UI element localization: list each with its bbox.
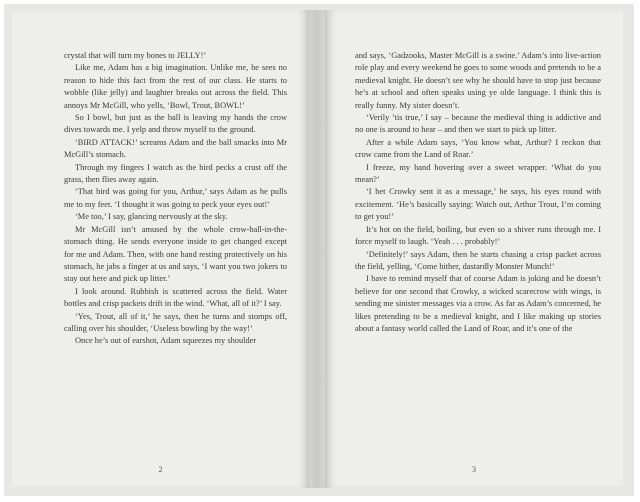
page-number: 3 [472,465,476,474]
paragraph: Mr McGill isn’t amused by the whole crow-ball-in-the-stomach thing. He sends everyone inside to get changed except for me and Adam. Then, with one hand resting protectively on his stomach, he jabs a finger at us and says, ‘I want you two jokers to stay out here and pick up litter.’ [64,224,287,284]
left-page-text [64,50,287,348]
paragraph: ‘BIRD ATTACK!’ screams Adam and the ball smacks into Mr McGill’s stomach. [64,137,287,160]
paragraph: ‘That bird was going for you, Arthur,’ says Adam as he pulls me to my feet. ‘I thought it was going to peck your eyes out!’ [64,187,287,209]
paragraph: ‘Verily ’tis true,’ I say – because the medieval thing is addictive and no one is around to hear – and then we start to pick up litter. [355,113,601,135]
paragraph: I have to remind myself that of course Adam is joking and he doesn’t believe for one second that Crowky, a wicked scarecrow with wings, is sending me sinister messages via a crow. As far as Adam’s concerned, he likes pretending to be a medieval knight, and I like making up stories about a fantasy world called the Land of Roar, and it’s one of the [355,274,601,333]
paragraph: and says, ‘Gadzooks, Master McGill is a swine.’ Adam’s into live-action role play and every weekend he goes to some woods and pretends to be a medieval knight. He doesn’t see why he should have to stop just because he’s at school and often speaks using ye olde language. I think this is really funny. My sister doesn’t. [355,51,601,110]
left-page [12,10,309,488]
paragraph: After a while Adam says, ‘You know what, Arthur? I reckon that crow came from the Land of Roar.’ [355,137,601,160]
page-number: 2 [158,465,163,474]
paragraph: Like me, Adam has a big imagination. Unlike me, he sees no reason to hide this fact from the rest of our class. He starts to wobble (like jelly) and laughter breaks out across the field. This annoys Mr McGill, who yells, ‘Bowl, Trout, BOWL!’ [64,63,287,110]
paragraph: ‘Definitely!’ says Adam, then he starts chasing a crisp packet across the field, yelling, ‘Come hither, dastardly Monster Munch!’ [355,249,601,271]
open-book [4,4,634,496]
right-page [325,10,623,488]
paragraph: So I bowl, but just as the ball is leaving my hands the crow dives towards me. I yelp and throw myself to the ground. [64,113,287,135]
paragraph: Once he’s out of earshot, Adam squeezes my shoulder [75,336,257,346]
paragraph: It’s hot on the field, boiling, but even so a shiver runs through me. I force myself to laugh. ‘Yeah . . . probably!’ [355,224,601,247]
paragraph: Through my fingers I watch as the bird pecks a crust off the grass, then flies away again. [64,162,287,185]
paragraph: ‘I bet Crowky sent it as a message,’ he says, his eyes round with excitement. ‘He’s basically saying: Watch out, Arthur Trout, I’m coming to get you!’ [355,187,601,222]
paragraph: ‘Yes, Trout, all of it,’ he says, then he turns and stomps off, calling over his shoulder, ‘Useless bowling by the way!’ [64,311,287,333]
book-gutter [309,10,325,488]
paragraph: I look around. Rubbish is scattered across the field. Water bottles and crisp packets drift in the wind. ‘What, all of it?’ I say. [64,286,287,309]
paragraph: crystal that will turn my bones to JELLY!’ [64,51,207,60]
paragraph: ‘Me too,’ I say, glancing nervously at the sky. [75,212,228,222]
paragraph: I freeze, my hand hovering over a sweet wrapper. ‘What do you mean?’ [355,162,601,185]
right-page-text [355,50,601,335]
